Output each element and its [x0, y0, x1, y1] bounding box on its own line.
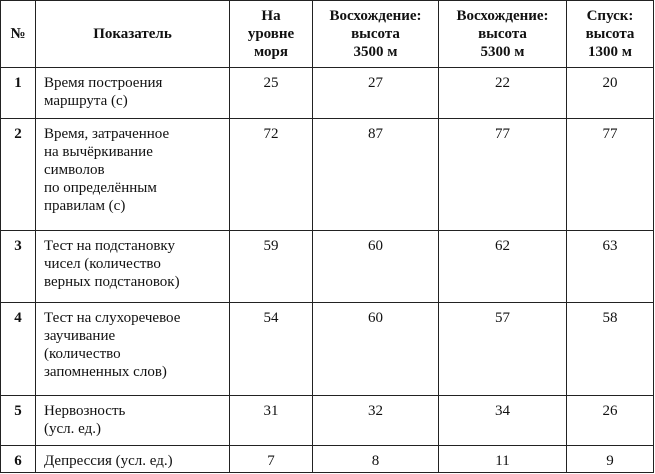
value-descent-1300: 77 — [567, 119, 654, 231]
value-descent-1300: 58 — [567, 303, 654, 396]
row-label: Тест на слухоречевое заучивание (количество запомненных слов) — [36, 303, 230, 396]
row-number: 2 — [1, 119, 36, 231]
row-number: 1 — [1, 68, 36, 119]
header-descent-1300: Спуск: высота 1300 м — [567, 1, 654, 68]
row-label: Время построения маршрута (с) — [36, 68, 230, 119]
header-ascent-5300: Восхождение: высота 5300 м — [439, 1, 567, 68]
table-row — [1, 119, 654, 231]
value-descent-1300: 9 — [567, 446, 654, 473]
row-number: 3 — [1, 231, 36, 303]
value-ascent-5300: 11 — [439, 446, 567, 473]
value-sea-level: 7 — [230, 446, 313, 473]
row-label: Нервозность (усл. ед.) — [36, 396, 230, 446]
value-ascent-5300: 57 — [439, 303, 567, 396]
value-sea-level: 25 — [230, 68, 313, 119]
value-ascent-3500: 60 — [313, 303, 439, 396]
row-number: 4 — [1, 303, 36, 396]
value-descent-1300: 20 — [567, 68, 654, 119]
value-ascent-3500: 32 — [313, 396, 439, 446]
table-row — [1, 303, 654, 396]
value-sea-level: 31 — [230, 396, 313, 446]
row-label: Время, затраченное на вычёркивание символов по определённым правилам (с) — [36, 119, 230, 231]
header-row — [1, 1, 654, 68]
row-label: Депрессия (усл. ед.) — [36, 446, 230, 473]
value-descent-1300: 26 — [567, 396, 654, 446]
header-num: № — [1, 1, 36, 68]
value-ascent-5300: 22 — [439, 68, 567, 119]
table-row — [1, 68, 654, 119]
value-sea-level: 59 — [230, 231, 313, 303]
value-ascent-5300: 62 — [439, 231, 567, 303]
value-ascent-3500: 87 — [313, 119, 439, 231]
header-indicator: Показатель — [36, 1, 230, 68]
table-row — [1, 231, 654, 303]
value-ascent-3500: 60 — [313, 231, 439, 303]
value-ascent-3500: 8 — [313, 446, 439, 473]
table-row — [1, 446, 654, 473]
table-row — [1, 396, 654, 446]
value-ascent-5300: 77 — [439, 119, 567, 231]
row-number: 6 — [1, 446, 36, 473]
value-descent-1300: 63 — [567, 231, 654, 303]
row-number: 5 — [1, 396, 36, 446]
value-ascent-3500: 27 — [313, 68, 439, 119]
value-ascent-5300: 34 — [439, 396, 567, 446]
header-sea-level: На уровне моря — [230, 1, 313, 68]
header-ascent-3500: Восхождение: высота 3500 м — [313, 1, 439, 68]
row-label: Тест на подстановку чисел (количество верных подстановок) — [36, 231, 230, 303]
value-sea-level: 72 — [230, 119, 313, 231]
value-sea-level: 54 — [230, 303, 313, 396]
